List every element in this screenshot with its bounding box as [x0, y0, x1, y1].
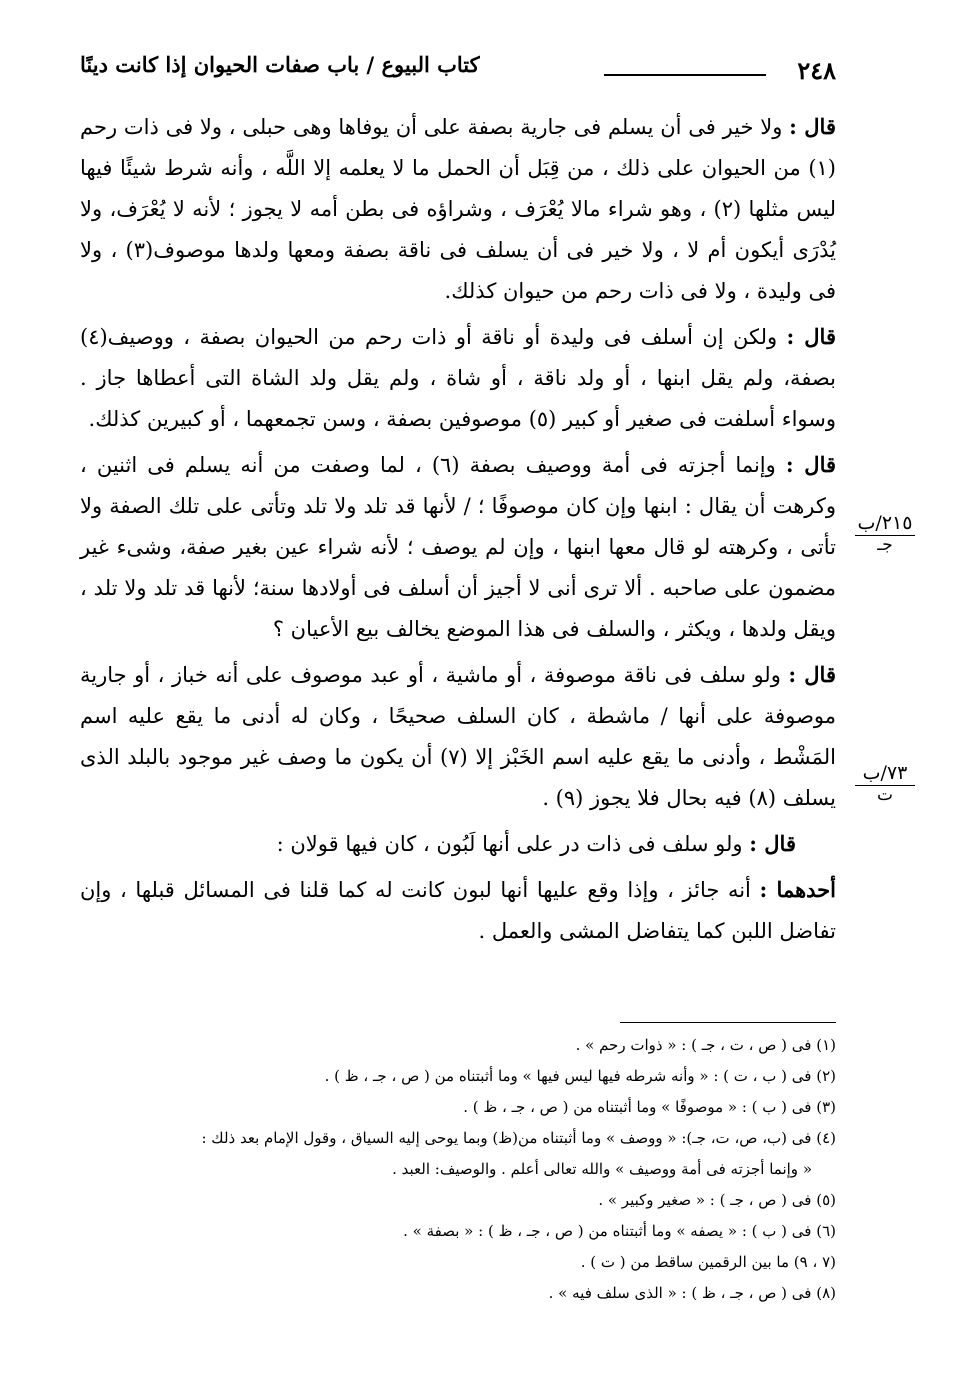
- footnote: (٢) فى ( ب ، ت ) : « وأنه شرطه فيها ليس فيها » وما أثبتناه من ( ص ، جـ ، ظ ) .: [324, 1067, 836, 1085]
- paragraph: [80, 316, 836, 440]
- margin-folio: ٢١٥/ب: [855, 512, 915, 536]
- footnotes: [80, 1030, 836, 1309]
- margin-folio-note: [855, 512, 915, 554]
- paragraph: [80, 106, 836, 312]
- paragraph-lead: قال :: [749, 831, 796, 856]
- running-title: كتاب البيوع / باب صفات الحيوان إذا كانت دينًا: [80, 52, 480, 77]
- main-text: [80, 106, 836, 956]
- paragraph: [80, 654, 836, 819]
- paragraph-lead: قال :: [788, 662, 836, 687]
- paragraph-text: أنه جائز ، وإذا وقع عليها أنها لبون كانت له كما قلنا فى المسائل قبلها ، وإن تفاضل اللبن كما يتفاضل المشى والعمل .: [80, 878, 836, 943]
- footnote: (١) فى ( ص ، ت ، جـ ) : « ذوات رحم » .: [575, 1036, 836, 1054]
- footnote: (٧ ، ٩) ما بين الرقمين ساقط من ( ت ) .: [580, 1253, 836, 1271]
- footnote-separator: [620, 1022, 836, 1023]
- footnote: (٣) فى ( ب ) : « موصوفًا » وما أثبتناه من ( ص ، جـ ، ظ ) .: [463, 1098, 836, 1116]
- paragraph-text: ولكن إن أسلف فى وليدة أو ناقة أو ذات رحم من الحيوان بصفة ، ووصيف(٤) بصفة، ولم يقل ابنها ، أو ولد ناقة ، أو شاة ، ولم يقل ولد الشاة التى أعطاها جاز . وسواء أسلفت فى صغير أو كبير (٥) موصوفين بصفة ، وسن تجمعهما ، أو كبيرين كذلك.: [80, 325, 836, 431]
- paragraph-text: ولا خير فى أن يسلم فى جارية بصفة على أن يوفاها وهى حبلى ، ولا فى ذات رحم (١) من الحيوان على ذلك ، من قِبَل أن الحمل ما لا يعلمه إلا اللَّه ، وأنه شرط شيئًا فيها ليس مثلها (٢) ، وهو شراء مالا يُعْرَف ، وشراؤه فى بطن أمه لا يجوز ؛ لأنه لا يُعْرَف، ولا يُدْرَى أيكون أم لا ، ولا خير فى أن يسلف فى ناقة بصفة ومعها ولدها موصوف(٣) ، ولا فى وليدة ، ولا فى ذات رحم من حيوان كذلك.: [80, 115, 836, 303]
- paragraph-lead: قال :: [789, 114, 836, 139]
- footnote: (٦) فى ( ب ) : « يصفه » وما أثبتناه من ( ص ، جـ ، ظ ) : « بصفة » .: [403, 1222, 836, 1240]
- paragraph-text: ولو سلف فى ذات در على أنها لَبُون ، كان فيها قولان :: [276, 832, 750, 856]
- paragraph: [80, 869, 836, 952]
- paragraph-lead: أحدهما :: [759, 877, 836, 902]
- running-header: [80, 50, 836, 92]
- header-rule: [604, 74, 766, 76]
- paragraph: [80, 823, 836, 865]
- footnote: (٨) فى ( ص ، جـ ، ظ ) : « الذى سلف فيه » .: [548, 1284, 836, 1302]
- margin-manuscript-siglum: جـ: [877, 535, 893, 555]
- page-number: ٢٤٨: [797, 56, 836, 85]
- paragraph-text: وإنما أجزته فى أمة ووصيف بصفة (٦) ، لما وصفت من أنه يسلم فى اثنين ، وكرهت أن يقال : ابنها وإن كان موصوفًا ؛ / لأنها قد تلد ولا تلد وتأتى على تلك الصفة ولا تأتى ، وكرهته لو قال معها ابنها ، وإن لم يوصف ؛ لأنه شراء عين بغير صفة، وشىء غير مضمون على صاحبه . ألا ترى أنى لا أجيز أن أسلف فى أولادها سنة؛ لأنها قد تلد ولا تلد ، ويقل ولدها ، ويكثر ، والسلف فى هذا الموضع يخالف بيع الأعيان ؟: [80, 453, 836, 641]
- margin-folio-note: [855, 762, 915, 804]
- paragraph-lead: قال :: [785, 452, 837, 477]
- paragraph: [80, 444, 836, 650]
- margin-manuscript-siglum: ت: [876, 785, 893, 805]
- paragraph-lead: قال :: [786, 324, 836, 349]
- footnote: (٥) فى ( ص ، جـ ) : « صغير وكبير » .: [598, 1191, 836, 1209]
- footnote-continuation: « وإنما أجزته فى أمة ووصيف » والله تعالى أعلم . والوصيف: العبد .: [392, 1160, 812, 1178]
- footnote: (٤) فى (ب، ص، ت، جـ): « ووصف » وما أثبتناه من(ظ) وبما يوحى إليه السياق ، وقول الإمام بعد ذلك :: [201, 1129, 836, 1147]
- margin-folio: ٧٣/ب: [855, 762, 915, 786]
- paragraph-text: ولو سلف فى ناقة موصوفة ، أو ماشية ، أو عبد موصوف على أنه خباز ، أو جارية موصوفة على أنها / ماشطة ، كان السلف صحيحًا ، وكان له أدنى ما يقع عليه اسم المَشْط ، وأدنى ما يقع عليه اسم الخَبْز إلا (٧) أن يكون ما وصف غير موجود بالبلد الذى يسلف (٨) فيه بحال فلا يجوز (٩) .: [80, 663, 836, 810]
